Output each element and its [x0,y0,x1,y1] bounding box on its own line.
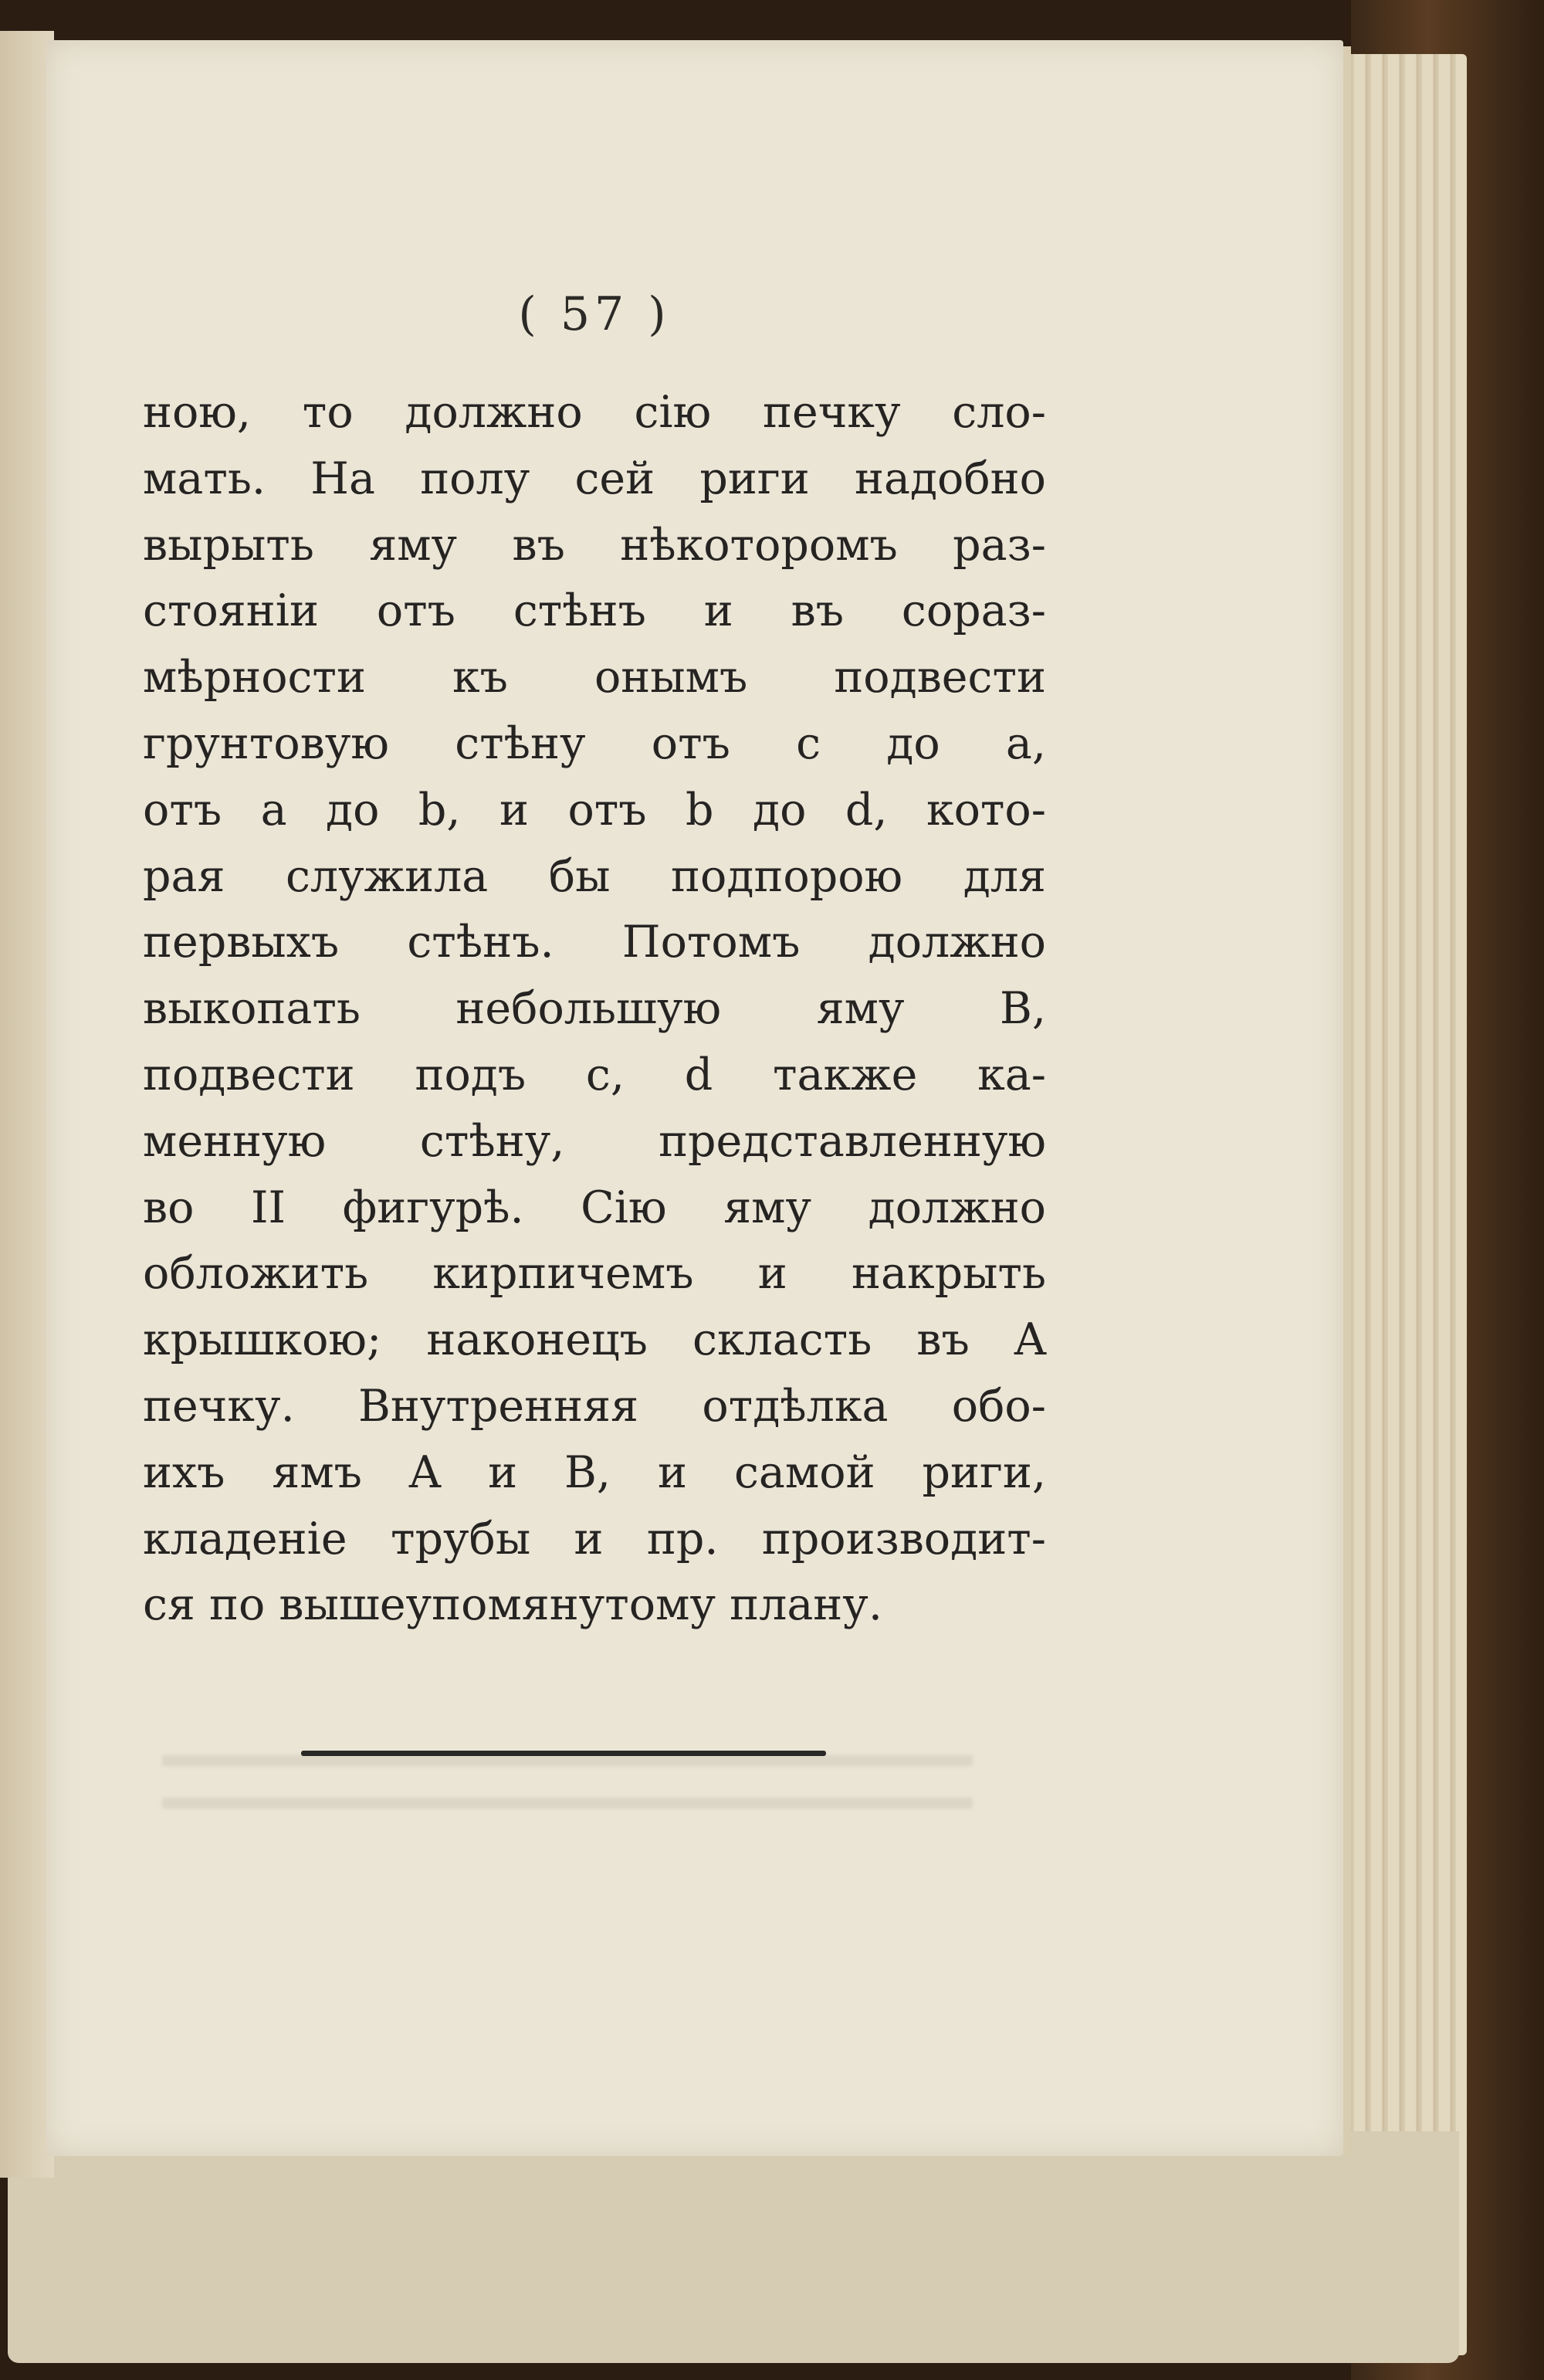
text-line: менную стѣну, представленную [143,1115,1046,1167]
show-through-text [162,1724,973,1809]
book-page [46,40,1343,2156]
text-line: нoю, то должно сiю печку сло- [143,387,1046,438]
text-line: вырыть яму въ нѣкоторомъ раз- [143,519,1046,571]
text-line: печку. Внутренняя отдѣлка обо- [143,1380,1046,1432]
text-line: грунтовую стѣну отъ c до a, [143,717,1046,769]
text-line: стоянiи отъ стѣнъ и въ сораз- [143,585,1046,637]
text-line: во II фигурѣ. Сiю яму должно [143,1182,1046,1233]
text-line: крышкою; наконецъ скласть въ A [143,1314,1046,1366]
text-line: выкопать небольшую яму B, [143,983,1046,1035]
text-line: отъ a до b, и отъ b до d, кото- [143,784,1046,836]
text-line: подвести подъ c, d также ка- [143,1049,1046,1100]
text-line: первыхъ стѣнъ. Потомъ должно [143,917,1046,968]
text-line: рая служила бы подпорою для [143,850,1046,902]
underlying-pages [8,2131,1459,2363]
text-line: мѣрности къ онымъ подвести [143,652,1046,703]
body-text [143,380,1046,1639]
text-line: кладенiе трубы и пр. производит- [143,1513,1046,1565]
section-rule [301,1751,826,1756]
text-line: ихъ ямъ A и B, и самой риги, [143,1446,1046,1498]
page-number: ( 57 ) [518,287,671,341]
text-line: мать. На полу сей риги надобно [143,453,1046,504]
text-line: обложить кирпичемъ и накрыть [143,1248,1046,1300]
text-line: ся по вышеупомянутому плану. [143,1579,882,1631]
